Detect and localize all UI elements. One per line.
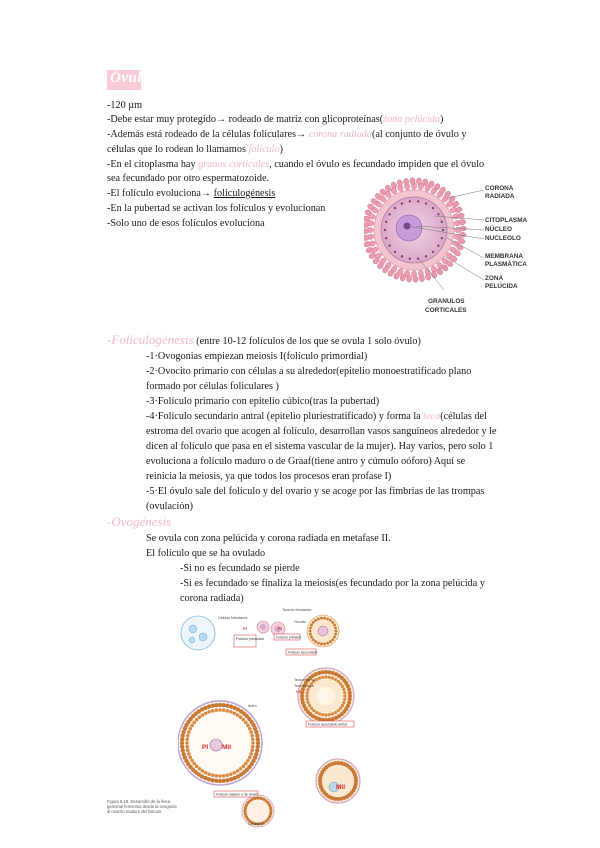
corona-cell bbox=[459, 219, 467, 225]
primordial-follicle-sketch bbox=[189, 637, 195, 643]
stage-3: -3·Folículo primario con epitelio cúbico(tras la pubertad) bbox=[146, 396, 380, 407]
granulosa-cell bbox=[301, 701, 305, 705]
granulosa-cell bbox=[318, 677, 321, 680]
granulosa-cell bbox=[248, 727, 252, 731]
granulosa-cell bbox=[229, 772, 233, 776]
granulosa-cell bbox=[190, 759, 194, 763]
granulosa-cell bbox=[333, 624, 336, 627]
granulosa-cell bbox=[343, 698, 346, 701]
granulosa-cell bbox=[320, 643, 323, 646]
stage-4c: dicen al folículo que pasa en el sistema vascular de la mujer). Hay varios, pero solo 1 bbox=[146, 441, 494, 452]
corona-cell bbox=[410, 178, 415, 185]
granulosa-cell bbox=[323, 617, 326, 620]
granulosa-cell bbox=[309, 626, 312, 629]
cortical-granule bbox=[384, 229, 386, 231]
granulosa-cell bbox=[331, 621, 334, 624]
granulosa-cell bbox=[306, 691, 309, 694]
ovogenesis-line-3: -Si no es fecundado se pierde bbox=[180, 563, 300, 574]
granulosa-cell bbox=[333, 636, 336, 639]
label-mii-2: MII bbox=[336, 784, 346, 791]
granulosa-cell bbox=[318, 712, 321, 715]
label-nucleolo: NUCLEOLO bbox=[485, 235, 521, 242]
cortical-granule bbox=[441, 237, 443, 239]
cortical-granule bbox=[417, 200, 419, 202]
granulosa-cell bbox=[335, 630, 338, 633]
granulosa-cell bbox=[334, 711, 337, 714]
granulosa-cell bbox=[244, 762, 248, 766]
granulosa-cell bbox=[300, 694, 304, 698]
corona-cell bbox=[403, 178, 409, 186]
ovogenesis-heading: -Ovogénesis bbox=[107, 514, 172, 529]
granulosa-cell bbox=[195, 765, 199, 769]
label-teca-interna: Teca interna bbox=[294, 684, 314, 688]
granulosa-cell bbox=[334, 626, 337, 629]
granulosa-cell bbox=[185, 741, 189, 745]
cortical-granule bbox=[437, 244, 439, 246]
cortical-granule bbox=[388, 244, 390, 246]
granulosa-cell bbox=[347, 687, 351, 691]
primordial-follicle-sketch bbox=[189, 625, 197, 633]
label-nucleo: NÚCLEO bbox=[485, 226, 512, 233]
stage-4b: estroma del ovario que acogen al folículo, desarrollan vasos sanguíneos alrededor y le bbox=[146, 426, 497, 437]
granulosa-cell bbox=[250, 734, 254, 738]
granulosa-cell bbox=[309, 633, 312, 636]
granulosa-cell bbox=[222, 774, 226, 778]
label-teca-externa: Teca externa bbox=[294, 678, 315, 682]
teca-term: teca bbox=[423, 411, 441, 422]
foliculogenesis-term: foliculogénesis bbox=[213, 188, 276, 199]
granulosa-cell bbox=[317, 671, 321, 675]
protection-line: -Debe estar muy protegido→ rodeado de matriz con glicoproteínas(zona pelúcida) bbox=[107, 114, 444, 125]
granulosa-cell bbox=[315, 678, 318, 681]
stage-2b: formado por células foliculares ) bbox=[146, 381, 279, 392]
granulosa-cell bbox=[186, 749, 190, 753]
granulosa-cell bbox=[331, 677, 334, 680]
granulosa-cell bbox=[187, 752, 191, 756]
granulosa-cell bbox=[342, 688, 345, 691]
granulosa-cell bbox=[236, 713, 240, 717]
granulosa-cell bbox=[244, 807, 247, 810]
granulosa-cell bbox=[348, 691, 352, 695]
granulosa-cell bbox=[315, 711, 318, 714]
granulosa-cell bbox=[310, 636, 313, 639]
granulosa-cell bbox=[188, 756, 192, 760]
label-membrana: MEMBRANA bbox=[485, 253, 523, 260]
granulosa-cell bbox=[331, 712, 334, 715]
granulosa-cell bbox=[215, 708, 219, 712]
label-teca-formacion: Teca en formación bbox=[282, 608, 312, 612]
label-foliculo-primordial: Folículo primordial bbox=[236, 637, 264, 641]
label-mii-1: MII bbox=[222, 744, 232, 751]
granulosa-cell bbox=[329, 619, 332, 622]
granulosa-cell bbox=[354, 776, 358, 780]
label-plasmatica: PLASMÁTICA bbox=[485, 261, 527, 268]
cortical-granule bbox=[425, 255, 427, 257]
granulosa-cell bbox=[251, 745, 255, 749]
granos-line: -En el citoplasma hay granos corticales, cuando el óvulo es fecundado impiden que el óvulo bbox=[107, 159, 485, 170]
ovogenesis-line-2: El folículo que se ha ovulado bbox=[146, 548, 266, 559]
granulosa-cell bbox=[188, 727, 192, 731]
granulosa-cell bbox=[327, 670, 331, 674]
page-title: Óvulo bbox=[110, 70, 150, 86]
primordial-follicle-sketch bbox=[199, 633, 207, 641]
granulosa-cell bbox=[198, 767, 202, 771]
granulosa-cell bbox=[334, 633, 337, 636]
granulosa-cell bbox=[218, 708, 222, 712]
cortical-granule bbox=[409, 258, 411, 260]
granulosa-cell bbox=[249, 752, 253, 756]
label-citoplasma: CITOPLASMA bbox=[485, 217, 528, 224]
ovogenesis-line-4b: corona radiada) bbox=[180, 593, 244, 604]
corona-line: -Además está rodeado de la células foliculares→ corona radiada(al conjunto de óvulo y bbox=[107, 129, 467, 140]
granulosa-cell bbox=[310, 624, 313, 627]
granulosa-cell bbox=[190, 724, 194, 728]
granulosa-cell bbox=[323, 643, 326, 646]
granulosa-cell bbox=[259, 797, 262, 800]
granulosa-cell bbox=[337, 680, 340, 683]
granulosa-cell bbox=[314, 640, 317, 643]
label-ovulacion: Ovulación bbox=[248, 822, 264, 826]
granulosa-cell bbox=[226, 773, 230, 777]
granulosa-cell bbox=[211, 773, 215, 777]
cortical-granule bbox=[417, 258, 419, 260]
granulosa-cell bbox=[249, 730, 253, 734]
granulosa-cell bbox=[326, 642, 329, 645]
cortical-granule bbox=[442, 229, 444, 231]
evoluciona-line: -El folículo evoluciona→ foliculogénesis bbox=[107, 188, 276, 199]
granulosa-cell bbox=[233, 711, 237, 715]
cortical-granule bbox=[409, 200, 411, 202]
granulosa-cell bbox=[317, 642, 320, 645]
granulosa-cell bbox=[310, 707, 313, 710]
granulosa-cell bbox=[251, 741, 255, 745]
cortical-granule bbox=[432, 251, 434, 253]
granulosa-cell bbox=[214, 779, 218, 783]
corona-cell bbox=[419, 275, 425, 283]
granulosa-cell bbox=[312, 709, 315, 712]
granulosa-cell bbox=[211, 709, 215, 713]
granulosa-cell bbox=[331, 717, 335, 721]
granulosa-cell bbox=[339, 707, 342, 710]
granulosa-cell bbox=[226, 709, 230, 713]
granulosa-cell bbox=[339, 682, 342, 685]
granulosa-cell bbox=[326, 617, 329, 620]
cortical-granule bbox=[441, 221, 443, 223]
cortical-granule bbox=[388, 213, 390, 215]
granulosa-cell bbox=[239, 715, 243, 719]
granulosa-cell bbox=[300, 697, 304, 701]
label-foliculo-secundario-antral: Folículo secundario antral bbox=[308, 722, 347, 727]
granulosa-cell bbox=[321, 670, 325, 674]
granulosa-cell bbox=[180, 737, 184, 741]
granulosa-cell bbox=[246, 759, 250, 763]
granulosa-cell bbox=[269, 807, 272, 810]
stage-4e: reinicia la meiosis, ya que todos los procesos eran profase I) bbox=[146, 471, 392, 482]
granulosa-cell bbox=[204, 711, 208, 715]
granulosa-cell bbox=[334, 678, 337, 681]
granulosa-cell bbox=[314, 619, 317, 622]
antrum bbox=[317, 687, 335, 705]
granulosa-cell bbox=[307, 688, 310, 691]
granulosa-cell bbox=[242, 765, 246, 769]
granulosa-cell bbox=[222, 708, 226, 712]
granulosa-cell bbox=[244, 812, 247, 815]
granulosa-cell bbox=[305, 694, 308, 697]
granulosa-cell bbox=[207, 710, 211, 714]
oocyte bbox=[318, 626, 328, 636]
follicle-development-figure bbox=[178, 603, 370, 829]
granulosa-cell bbox=[192, 721, 196, 725]
granulosa-cell bbox=[243, 809, 246, 812]
granulosa-cell bbox=[317, 617, 320, 620]
label-radiada: RADIADA bbox=[485, 193, 515, 200]
corona-cell bbox=[416, 178, 422, 185]
granulosa-cell bbox=[324, 675, 327, 678]
size-line: -120 µm bbox=[107, 100, 143, 111]
label-celulas-foliculares: Células foliculares bbox=[218, 616, 248, 620]
granulosa-cell bbox=[256, 745, 260, 749]
corona-cell bbox=[364, 229, 369, 234]
ovary-sketch bbox=[181, 616, 215, 650]
granulosa-cell bbox=[246, 724, 250, 728]
granulosa-cell bbox=[185, 745, 189, 749]
corona-cell bbox=[406, 275, 412, 282]
oocyte bbox=[260, 624, 266, 630]
granulosa-cell bbox=[337, 709, 340, 712]
cortical-granule bbox=[385, 221, 387, 223]
label-pelucida: PELÚCIDA bbox=[485, 283, 518, 290]
espermatozoide-line: sea fecundado por otro espermatozoide. bbox=[107, 173, 270, 184]
granulosa-cell bbox=[324, 670, 328, 674]
label-foliculo-maduro: Folículo maduro o de Graaf bbox=[216, 792, 258, 797]
granulosa-cell bbox=[328, 713, 331, 716]
granulosa-cell bbox=[312, 638, 315, 641]
ovum-diagram bbox=[364, 172, 554, 322]
granulosa-cell bbox=[244, 721, 248, 725]
granulosa-cell bbox=[201, 713, 205, 717]
granulosa-cell bbox=[309, 630, 312, 633]
foliculogenesis-heading-line: -Foliculogénesis (entre 10-12 folículos de los que se ovula 1 solo óvulo) bbox=[107, 332, 421, 347]
granulosa-cell bbox=[204, 771, 208, 775]
granulosa-cell bbox=[207, 772, 211, 776]
granulosa-cell bbox=[256, 737, 260, 741]
label-zona: ZONA bbox=[485, 275, 504, 282]
foliculo-def-line: células que lo rodean lo llamamos folículo) bbox=[107, 144, 283, 155]
oocyte bbox=[210, 739, 222, 751]
granulosa-cell bbox=[324, 713, 327, 716]
cortical-granule bbox=[425, 202, 427, 204]
granulosa-cell bbox=[187, 730, 191, 734]
label-pi-3: PI bbox=[202, 744, 209, 751]
granulosa-cell bbox=[306, 698, 309, 701]
granulosa-cell bbox=[341, 685, 344, 688]
granulosa-cell bbox=[308, 704, 311, 707]
granulosa-cell bbox=[239, 767, 243, 771]
granulosa-cell bbox=[329, 640, 332, 643]
granulosa-cell bbox=[229, 710, 233, 714]
ovogenesis-line-4a: -Si es fecundado se finaliza la meiosis(es fecundado por la zona pelúcida y bbox=[180, 578, 485, 589]
granulosa-cell bbox=[255, 733, 259, 737]
granulosa-cell bbox=[251, 738, 255, 742]
stage-4d: evoluciona a folículo maduro o de Graaf(tiene antro y cúmulo oóforo) Aquí se bbox=[146, 456, 466, 467]
figure-caption: Figura 5.19. Desarrollo de la línea germinal femenina desde la ovogonia al ovocito maduro del folículo. bbox=[107, 799, 177, 814]
foliculogenesis-heading: -Foliculogénesis bbox=[107, 332, 194, 347]
granulosa-cell bbox=[269, 812, 272, 815]
granulosa-cell bbox=[225, 778, 229, 782]
cortical-granule bbox=[401, 255, 403, 257]
granulosa-cell bbox=[201, 769, 205, 773]
cortical-granule bbox=[394, 251, 396, 253]
granulosa-cell bbox=[343, 694, 346, 697]
granulosa-cell bbox=[342, 701, 345, 704]
granulosa-cell bbox=[250, 749, 254, 753]
ovogenesis-line-1: Se ovula con zona pelúcida y corona radiada en metafase II. bbox=[146, 533, 391, 544]
cortical-granule bbox=[401, 202, 403, 204]
cortical-granule bbox=[432, 207, 434, 209]
label-foliculo-secundario: Folículo secundario bbox=[288, 650, 318, 655]
stage-2a: -2·Ovocito primario con células a su alrededor(epitelio monoestratificado plano bbox=[146, 366, 472, 377]
label-pi-1: PI bbox=[243, 626, 247, 631]
ruptured-follicle bbox=[316, 759, 360, 803]
granulosa-cell bbox=[215, 774, 219, 778]
granulosa-cell bbox=[251, 798, 254, 801]
granulosa-cell bbox=[181, 748, 185, 752]
granulosa-cell bbox=[185, 738, 189, 742]
cortical-granule bbox=[437, 213, 439, 215]
granulosa-cell bbox=[268, 804, 271, 807]
granulosa-cell bbox=[320, 617, 323, 620]
pubertad-line: -En la pubertad se activan los folículos y evolucionan bbox=[107, 203, 326, 214]
label-vs: VS bbox=[296, 689, 302, 694]
label-antro: Antro bbox=[248, 704, 257, 708]
cortical-granule bbox=[385, 237, 387, 239]
corona-radiada-term: corona radiada bbox=[308, 129, 372, 140]
label-pi-2: PI bbox=[278, 626, 282, 631]
label-granulos: GRANULOS bbox=[428, 298, 465, 305]
granulosa-cell bbox=[269, 809, 272, 812]
granos-corticales-term: granos corticales bbox=[198, 159, 270, 170]
stage-5b: (ovulación) bbox=[146, 501, 193, 512]
granulosa-cell bbox=[233, 771, 237, 775]
granulosa-cell bbox=[195, 718, 199, 722]
granulosa-cell bbox=[321, 713, 324, 716]
granulosa-cell bbox=[312, 621, 315, 624]
corona-cell bbox=[413, 275, 418, 282]
granulosa-cell bbox=[331, 638, 334, 641]
granulosa-cell bbox=[348, 697, 352, 701]
granulosa-cell bbox=[236, 769, 240, 773]
zona-pelucida-term: zona pelúcida bbox=[383, 114, 440, 125]
granulosa-cell bbox=[186, 734, 190, 738]
granulosa-cell bbox=[321, 676, 324, 679]
granulosa-cell bbox=[242, 718, 246, 722]
granulosa-cell bbox=[210, 704, 214, 708]
granulosa-cell bbox=[348, 694, 352, 698]
granulosa-cell bbox=[218, 774, 222, 778]
granulosa-cell bbox=[343, 691, 346, 694]
foliculo-term: folículo bbox=[248, 144, 280, 155]
solo-uno-line: -Solo uno de esos folículos evoluciona bbox=[107, 218, 265, 229]
stage-1: -1·Ovogonias empiezan meiosis I(folículo primordial) bbox=[146, 351, 368, 362]
stage-4a: -4·Folículo secundario antral (epitelio pluriestratificado) y forma la teca(células del bbox=[146, 411, 487, 422]
granulosa-cell bbox=[341, 704, 344, 707]
granulosa-cell bbox=[198, 715, 202, 719]
granulosa-cell bbox=[222, 703, 226, 707]
label-foliculo-primario: Folículo primario bbox=[276, 635, 302, 640]
cortical-granule bbox=[394, 207, 396, 209]
granulosa-cell bbox=[248, 756, 252, 760]
label-corona: CORONA bbox=[485, 185, 514, 192]
granulosa-cell bbox=[192, 762, 196, 766]
label-corticales: CORTICALES bbox=[425, 307, 467, 314]
granulosa-cell bbox=[328, 676, 331, 679]
granulosa-cell bbox=[307, 701, 310, 704]
stage-5a: -5·El óvulo sale del folículo y del ovario y se acoge por las fimbrias de las trompas bbox=[146, 486, 485, 497]
label-ovocito: Ovocito bbox=[294, 620, 307, 624]
granulosa-cell bbox=[245, 815, 248, 818]
